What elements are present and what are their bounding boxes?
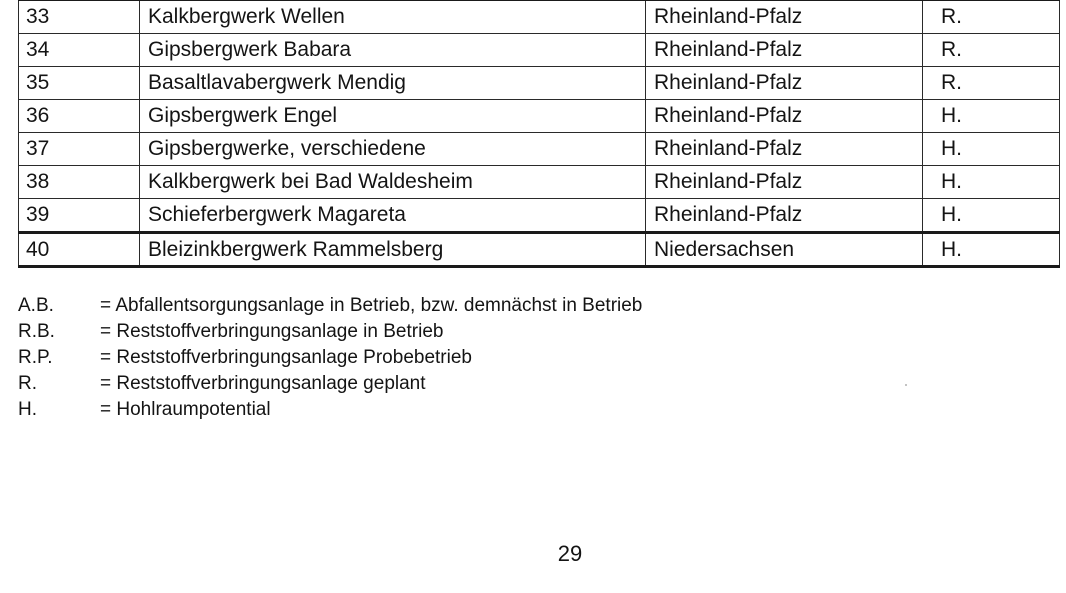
legend-description: = Abfallentsorgungsanlage in Betrieb, bzw. demnächst in Betrieb: [100, 295, 643, 316]
federal-state: Rheinland-Pfalz: [646, 100, 923, 133]
mine-name: Basaltlavabergwerk Mendig: [140, 67, 646, 100]
mine-name: Bleizinkbergwerk Rammelsberg: [140, 233, 646, 267]
mine-table-grid: [18, 0, 1060, 268]
mine-table: [18, 0, 1059, 268]
federal-state: Rheinland-Pfalz: [646, 133, 923, 166]
legend-description: = Reststoffverbringungsanlage geplant: [100, 373, 426, 394]
table-row: [19, 100, 1060, 133]
row-number: 37: [19, 133, 140, 166]
legend-item: [18, 397, 642, 423]
mine-name: Gipsbergwerk Engel: [140, 100, 646, 133]
table-row: [19, 34, 1060, 67]
mine-name: Schieferbergwerk Magareta: [140, 199, 646, 233]
mine-name: Kalkbergwerk Wellen: [140, 0, 646, 34]
status-code: H.: [923, 199, 1060, 233]
row-number: 33: [19, 0, 140, 34]
legend-item: [18, 371, 642, 397]
legend-abbreviation: R.B.: [18, 321, 55, 342]
legend-abbreviation: R.: [18, 373, 37, 394]
legend-description: = Hohlraumpotential: [100, 399, 271, 420]
page-number: 29: [557, 541, 583, 566]
status-code: R.: [923, 67, 1060, 100]
status-code: H.: [923, 100, 1060, 133]
row-number: 39: [19, 199, 140, 233]
table-row: [19, 67, 1060, 100]
row-number: 35: [19, 67, 140, 100]
row-number: 36: [19, 100, 140, 133]
status-code: H.: [923, 166, 1060, 199]
legend-item: [18, 319, 642, 345]
mine-name: Gipsbergwerke, verschiedene: [140, 133, 646, 166]
legend-description: = Reststoffverbringungsanlage in Betrieb: [100, 321, 444, 342]
mine-name: Gipsbergwerk Babara: [140, 34, 646, 67]
scan-speck: [905, 384, 907, 386]
federal-state: Rheinland-Pfalz: [646, 34, 923, 67]
federal-state: Rheinland-Pfalz: [646, 166, 923, 199]
legend-item: [18, 345, 642, 371]
legend-item: [18, 293, 642, 319]
row-number: 38: [19, 166, 140, 199]
table-row: [19, 0, 1060, 34]
status-code: H.: [923, 233, 1060, 267]
table-row: [19, 166, 1060, 199]
legend-abbreviation: R.P.: [18, 347, 53, 368]
table-row: [19, 233, 1060, 267]
mine-name: Kalkbergwerk bei Bad Waldesheim: [140, 166, 646, 199]
federal-state: Niedersachsen: [646, 233, 923, 267]
table-row: [19, 199, 1060, 233]
row-number: 40: [19, 233, 140, 267]
row-number: 34: [19, 34, 140, 67]
legend-description: = Reststoffverbringungsanlage Probebetrieb: [100, 347, 472, 368]
status-code: H.: [923, 133, 1060, 166]
abbreviation-legend: [18, 293, 642, 423]
federal-state: Rheinland-Pfalz: [646, 199, 923, 233]
table-row: [19, 133, 1060, 166]
federal-state: Rheinland-Pfalz: [646, 0, 923, 34]
status-code: R.: [923, 34, 1060, 67]
legend-abbreviation: H.: [18, 399, 37, 420]
status-code: R.: [923, 0, 1060, 34]
legend-abbreviation: A.B.: [18, 295, 54, 316]
federal-state: Rheinland-Pfalz: [646, 67, 923, 100]
